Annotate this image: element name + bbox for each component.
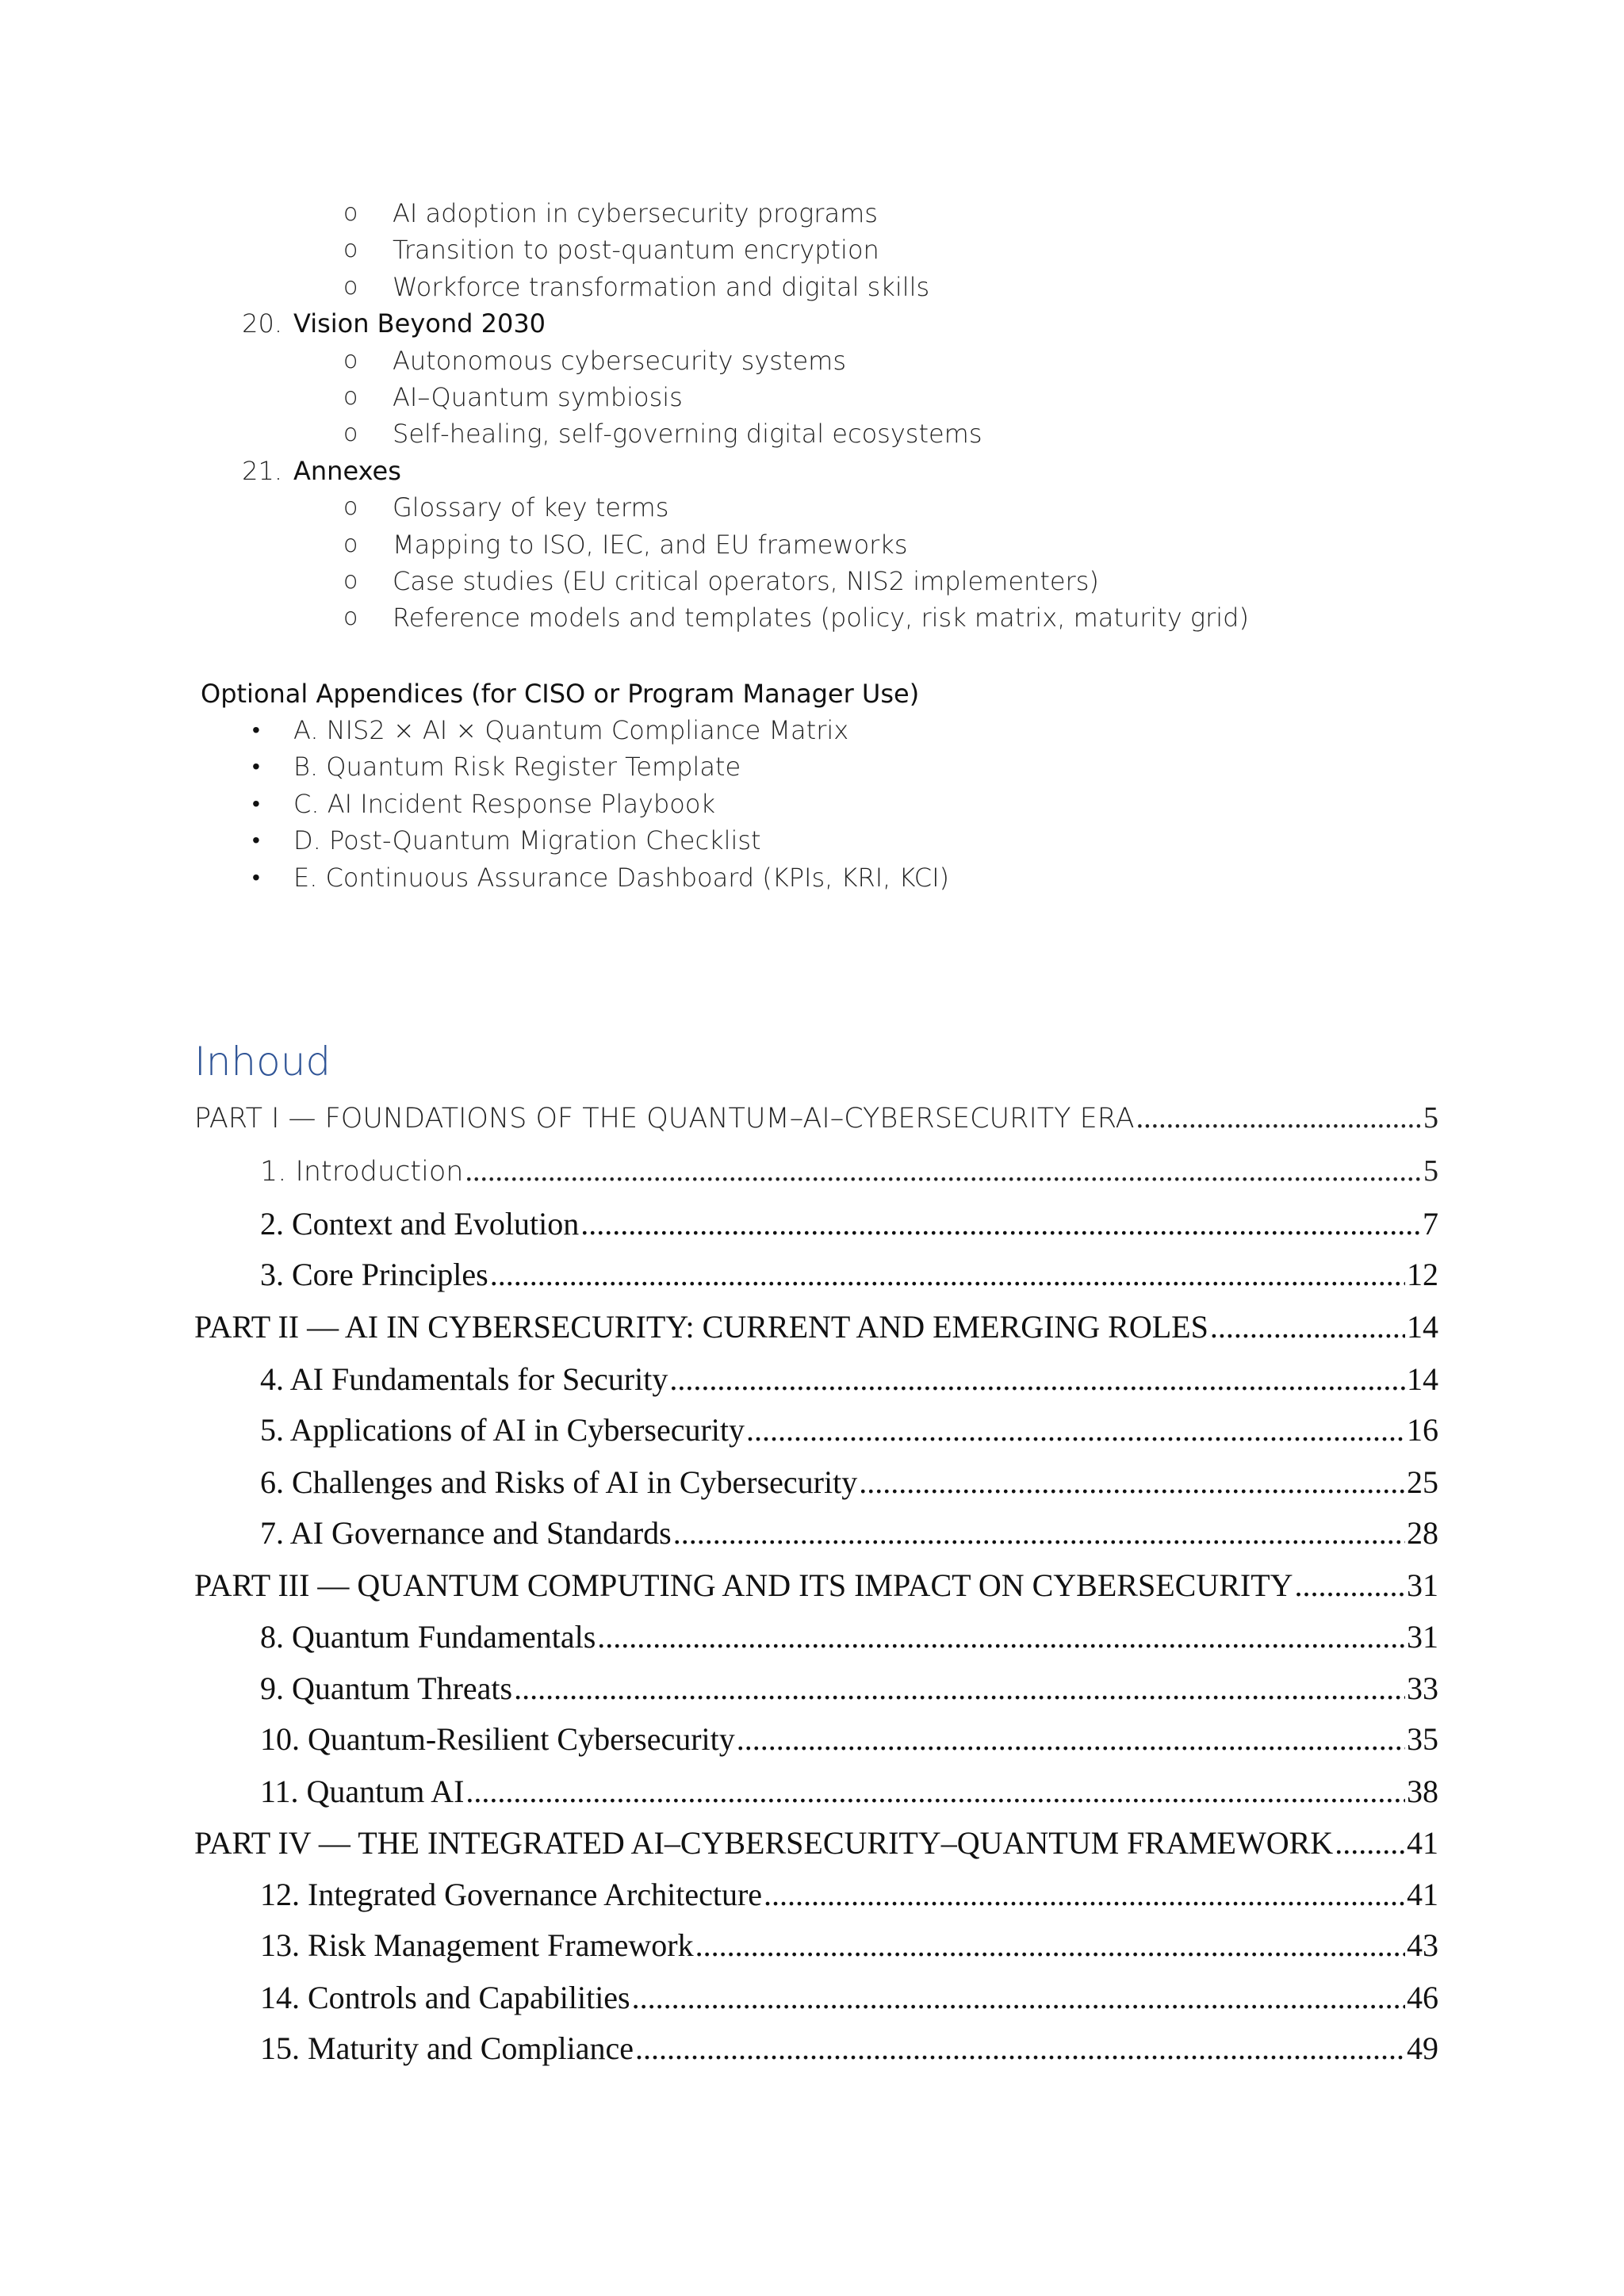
outline-section-title: Annexes <box>293 455 401 486</box>
bullet-icon: • <box>252 827 260 854</box>
toc-entry-label: 6. Challenges and Risks of AI in Cybersecurity <box>260 1464 858 1500</box>
toc-page-number: 31 <box>1407 1567 1438 1603</box>
toc-dot-leader <box>1136 1096 1422 1139</box>
toc-page-number: 12 <box>1407 1257 1438 1292</box>
toc-chapter-entry[interactable] <box>260 1461 1438 1504</box>
toc-entry-label: 12. Integrated Governance Architecture <box>260 1877 763 1912</box>
toc-dot-leader <box>580 1203 1421 1246</box>
appendix-item-text: D. Post-Quantum Migration Checklist <box>293 825 761 856</box>
toc-page-number: 49 <box>1407 2030 1438 2066</box>
appendix-item-text: B. Quantum Risk Register Template <box>293 752 741 783</box>
toc-dot-leader <box>669 1358 1405 1401</box>
toc-entry-label: 4. AI Fundamentals for Security <box>260 1361 668 1397</box>
toc-dot-leader <box>465 1150 1422 1192</box>
toc-entry-label: 10. Quantum-Resilient Cybersecurity <box>260 1721 735 1757</box>
outline-sub-item-text: Reference models and templates (policy, risk matrix, maturity grid) <box>393 603 1249 633</box>
toc-entry-label: 13. Risk Management Framework <box>260 1927 694 1963</box>
circle-bullet-icon: o <box>343 383 358 411</box>
bullet-icon: • <box>252 717 260 743</box>
outline-section <box>242 453 401 489</box>
outline-sub-item-text: AI–Quantum symbiosis <box>393 382 683 412</box>
toc-entry-label: 8. Quantum Fundamentals <box>260 1619 596 1655</box>
toc-page-number: 5 <box>1423 1101 1438 1135</box>
toc-dot-leader <box>465 1770 1405 1813</box>
circle-bullet-icon: o <box>343 493 358 522</box>
toc-dot-leader <box>859 1461 1405 1504</box>
toc-dot-leader <box>1210 1306 1405 1349</box>
toc-entry-label: PART II — AI IN CYBERSECURITY: CURRENT AND EMERGING ROLES <box>194 1309 1208 1345</box>
circle-bullet-icon: o <box>343 530 358 558</box>
toc-title: Inhoud <box>194 1039 331 1085</box>
outline-sub-item-text: Glossary of key terms <box>393 492 669 523</box>
outline-sub-item-text: Autonomous cybersecurity systems <box>393 345 847 376</box>
toc-page-number: 41 <box>1407 1877 1438 1912</box>
appendix-item-text: E. Continuous Assurance Dashboard (KPIs, KRI, KCI) <box>293 862 949 893</box>
toc-part-entry[interactable] <box>194 1564 1438 1607</box>
toc-page-number: 35 <box>1407 1721 1438 1757</box>
outline-sub-item-text: Case studies (EU critical operators, NIS2 implementers) <box>393 566 1099 596</box>
toc-chapter-entry[interactable] <box>260 1976 1438 2019</box>
toc-page-number: 31 <box>1407 1619 1438 1655</box>
toc-entry-label: 9. Quantum Threats <box>260 1670 513 1706</box>
toc-dot-leader <box>597 1616 1405 1659</box>
toc-dot-leader <box>673 1512 1405 1555</box>
toc-page-number: 14 <box>1407 1361 1438 1397</box>
toc-chapter-entry[interactable] <box>260 1718 1438 1761</box>
toc-dot-leader <box>632 1976 1405 2019</box>
toc-part-entry[interactable] <box>194 1096 1438 1139</box>
toc-page-number: 25 <box>1407 1464 1438 1500</box>
outline-section <box>242 305 546 342</box>
toc-dot-leader <box>1335 1822 1405 1865</box>
toc-entry-label: 14. Controls and Capabilities <box>260 1980 630 2015</box>
circle-bullet-icon: o <box>343 235 358 264</box>
toc-chapter-entry[interactable] <box>260 1409 1438 1452</box>
toc-entry-label: 11. Quantum AI <box>260 1774 465 1809</box>
toc-dot-leader <box>764 1873 1405 1916</box>
toc-chapter-entry[interactable] <box>260 1770 1438 1813</box>
appendix-item-text: A. NIS2 × AI × Quantum Compliance Matrix <box>293 715 849 745</box>
toc-entry-label: 5. Applications of AI in Cybersecurity <box>260 1412 745 1448</box>
toc-chapter-entry[interactable] <box>260 1253 1438 1296</box>
circle-bullet-icon: o <box>343 419 358 448</box>
toc-chapter-entry[interactable] <box>260 2027 1438 2070</box>
circle-bullet-icon: o <box>343 272 358 300</box>
toc-page-number: 14 <box>1407 1309 1438 1345</box>
outline-sub-item-text: Workforce transformation and digital skills <box>393 271 930 302</box>
toc-dot-leader <box>695 1924 1405 1967</box>
outline-section-number: 20. <box>242 308 282 339</box>
toc-entry-label: PART III — QUANTUM COMPUTING AND ITS IMPACT ON CYBERSECURITY <box>194 1567 1293 1603</box>
bullet-icon: • <box>252 790 260 817</box>
circle-bullet-icon: o <box>343 199 358 227</box>
toc-chapter-entry[interactable] <box>260 1150 1438 1192</box>
toc-dot-leader <box>635 2027 1405 2070</box>
toc-dot-leader <box>1295 1564 1405 1607</box>
toc-entry-label: 2. Context and Evolution <box>260 1206 580 1242</box>
outline-section-title: Vision Beyond 2030 <box>293 308 546 339</box>
toc-chapter-entry[interactable] <box>260 1924 1438 1967</box>
toc-page-number: 7 <box>1423 1206 1438 1242</box>
toc-chapter-entry[interactable] <box>260 1873 1438 1916</box>
toc-part-entry[interactable] <box>194 1822 1438 1865</box>
outline-sub-item-text: Mapping to ISO, IEC, and EU frameworks <box>393 529 908 560</box>
toc-entry-label: 7. AI Governance and Standards <box>260 1515 672 1551</box>
outline-section-number: 21. <box>242 455 282 486</box>
toc-chapter-entry[interactable] <box>260 1616 1438 1659</box>
toc-chapter-entry[interactable] <box>260 1358 1438 1401</box>
outline-sub-item-text: Transition to post-quantum encryption <box>393 235 879 266</box>
toc-page-number: 5 <box>1423 1154 1438 1188</box>
toc-page-number: 41 <box>1407 1825 1438 1861</box>
toc-dot-leader <box>746 1409 1405 1452</box>
toc-page-number: 43 <box>1407 1927 1438 1963</box>
toc-dot-leader <box>490 1253 1405 1296</box>
circle-bullet-icon: o <box>343 603 358 632</box>
toc-entry-label: 1. Introduction <box>260 1156 464 1188</box>
bullet-icon: • <box>252 863 260 890</box>
toc-page-number: 46 <box>1407 1980 1438 2015</box>
toc-chapter-entry[interactable] <box>260 1203 1438 1246</box>
toc-entry-label: PART I — FOUNDATIONS OF THE QUANTUM–AI–CYBERSECURITY ERA <box>194 1103 1135 1135</box>
toc-page-number: 28 <box>1407 1515 1438 1551</box>
toc-part-entry[interactable] <box>194 1306 1438 1349</box>
outline-sub-item-text: AI adoption in cybersecurity programs <box>393 198 878 228</box>
toc-dot-leader <box>514 1667 1405 1710</box>
toc-entry-label: 15. Maturity and Compliance <box>260 2030 634 2066</box>
toc-page-number: 33 <box>1407 1670 1438 1706</box>
toc-page-number: 38 <box>1407 1774 1438 1809</box>
toc-entry-label: 3. Core Principles <box>260 1257 488 1292</box>
toc-page-number: 16 <box>1407 1412 1438 1448</box>
bullet-icon: • <box>252 753 260 780</box>
appendices-heading: Optional Appendices (for CISO or Program Manager Use) <box>201 679 920 709</box>
toc-chapter-entry[interactable] <box>260 1512 1438 1555</box>
toc-dot-leader <box>737 1718 1405 1761</box>
toc-entry-label: PART IV — THE INTEGRATED AI–CYBERSECURITY–QUANTUM FRAMEWORK <box>194 1825 1334 1861</box>
circle-bullet-icon: o <box>343 567 358 595</box>
appendix-item-text: C. AI Incident Response Playbook <box>293 788 715 819</box>
outline-sub-item-text: Self-healing, self-governing digital ecosystems <box>393 419 982 450</box>
circle-bullet-icon: o <box>343 346 358 374</box>
toc-chapter-entry[interactable] <box>260 1667 1438 1710</box>
